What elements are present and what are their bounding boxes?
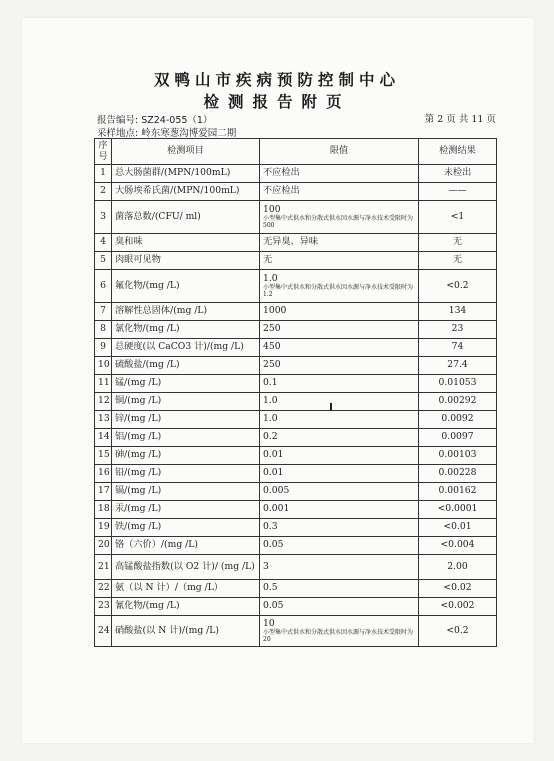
test-result: <0.2 xyxy=(419,616,497,647)
header-result: 检测结果 xyxy=(419,139,497,165)
test-result: 0.00228 xyxy=(419,465,497,483)
row-number: 15 xyxy=(95,447,112,465)
row-number: 17 xyxy=(95,483,112,501)
test-item: 氨（以 N 计）/（mg /L） xyxy=(112,580,260,598)
limit-main: 250 xyxy=(263,323,281,335)
limit-main: 250 xyxy=(263,359,281,371)
test-result: 0.00103 xyxy=(419,447,497,465)
table-row xyxy=(95,252,497,270)
table-row xyxy=(95,165,497,183)
test-item: 高锰酸盐指数(以 O2 计)/ (mg /L) xyxy=(112,555,260,580)
table-row xyxy=(95,598,497,616)
limit-main: 0.005 xyxy=(263,485,290,497)
row-number: 2 xyxy=(95,183,112,201)
test-item: 砷/(mg /L) xyxy=(112,447,260,465)
row-number: 9 xyxy=(95,339,112,357)
table-row xyxy=(95,321,497,339)
test-result: 0.0097 xyxy=(419,429,497,447)
limit-value xyxy=(260,411,419,429)
limit-value xyxy=(260,375,419,393)
limit-main: 0.05 xyxy=(263,539,284,551)
test-result: <0.002 xyxy=(419,598,497,616)
test-result: 134 xyxy=(419,303,497,321)
table-row xyxy=(95,393,497,411)
limit-value xyxy=(260,321,419,339)
test-item: 氯化物/(mg /L) xyxy=(112,321,260,339)
test-result: <0.02 xyxy=(419,580,497,598)
limit-main: 1000 xyxy=(263,305,287,317)
limit-value xyxy=(260,270,419,303)
sampling-site: 采样地点: 岭东寒葱沟博爱园二期 xyxy=(97,128,237,139)
test-result: <0.2 xyxy=(419,270,497,303)
test-item: 硝酸盐(以 N 计)/(mg /L) xyxy=(112,616,260,647)
test-item: 氰化物/(mg /L) xyxy=(112,598,260,616)
test-result: 0.00162 xyxy=(419,483,497,501)
limit-note: 小型集中式供水和分散式供水因水源与净水技术受限时为1.2 xyxy=(263,284,414,299)
limit-value xyxy=(260,616,419,647)
limit-main: 无异臭、异味 xyxy=(263,236,319,248)
test-item: 肉眼可见物 xyxy=(112,252,260,270)
limit-value xyxy=(260,580,419,598)
table-row xyxy=(95,201,497,234)
row-number: 10 xyxy=(95,357,112,375)
test-result: 0.00292 xyxy=(419,393,497,411)
report-title: 检测报告附页 xyxy=(203,93,351,111)
table-row xyxy=(95,234,497,252)
table-row xyxy=(95,537,497,555)
table-row xyxy=(95,429,497,447)
table-row xyxy=(95,270,497,303)
test-result: 27.4 xyxy=(419,357,497,375)
row-number: 4 xyxy=(95,234,112,252)
test-result: <0.004 xyxy=(419,537,497,555)
header-no: 序号 xyxy=(95,139,112,165)
test-item: 铜/(mg /L) xyxy=(112,393,260,411)
table-row xyxy=(95,483,497,501)
limit-main: 0.3 xyxy=(263,521,278,533)
row-number: 23 xyxy=(95,598,112,616)
limit-value xyxy=(260,357,419,375)
test-result: 2.00 xyxy=(419,555,497,580)
table-row xyxy=(95,465,497,483)
limit-main: 0.5 xyxy=(263,582,278,594)
test-result: 0.01053 xyxy=(419,375,497,393)
limit-value xyxy=(260,252,419,270)
table-row xyxy=(95,616,497,647)
row-number: 19 xyxy=(95,519,112,537)
test-result: 0.0092 xyxy=(419,411,497,429)
header-limit: 限值 xyxy=(260,139,419,165)
limit-main: 1.0 xyxy=(263,272,278,284)
limit-note: 小型集中式供水和分散式供水因水源与净水技术受限时为500 xyxy=(263,215,414,230)
report-number: 报告编号: SZ24-055（1） xyxy=(97,115,213,126)
row-number: 20 xyxy=(95,537,112,555)
test-result: <0.01 xyxy=(419,519,497,537)
test-item: 硫酸盐/(mg /L) xyxy=(112,357,260,375)
row-number: 3 xyxy=(95,201,112,234)
limit-value xyxy=(260,598,419,616)
limit-main: 0.05 xyxy=(263,600,284,612)
header-item: 检测项目 xyxy=(112,139,260,165)
limit-main: 无 xyxy=(263,254,273,266)
row-number: 21 xyxy=(95,555,112,580)
table-header-row xyxy=(95,139,497,165)
limit-value xyxy=(260,465,419,483)
row-number: 16 xyxy=(95,465,112,483)
row-number: 6 xyxy=(95,270,112,303)
limit-main: 0.01 xyxy=(263,467,284,479)
test-result: 无 xyxy=(419,234,497,252)
limit-value xyxy=(260,234,419,252)
test-item: 铅/(mg /L) xyxy=(112,465,260,483)
test-result: 74 xyxy=(419,339,497,357)
table-row xyxy=(95,183,497,201)
row-number: 13 xyxy=(95,411,112,429)
table-row xyxy=(95,303,497,321)
limit-value xyxy=(260,537,419,555)
test-item: 氟化物/(mg /L) xyxy=(112,270,260,303)
limit-value xyxy=(260,519,419,537)
limit-main: 1.0 xyxy=(263,395,278,407)
pen-mark xyxy=(330,403,332,410)
table-row xyxy=(95,555,497,580)
limit-value xyxy=(260,483,419,501)
limit-value xyxy=(260,303,419,321)
table-row xyxy=(95,519,497,537)
row-number: 1 xyxy=(95,165,112,183)
table-row xyxy=(95,411,497,429)
test-item: 锌/(mg /L) xyxy=(112,411,260,429)
limit-value xyxy=(260,429,419,447)
page-indicator: 第 2 页 共 11 页 xyxy=(424,114,496,125)
test-item: 总大肠菌群/(MPN/100mL) xyxy=(112,165,260,183)
table-body xyxy=(95,165,497,647)
results-table xyxy=(94,138,497,647)
test-item: 铝/(mg /L) xyxy=(112,429,260,447)
limit-value xyxy=(260,555,419,580)
limit-main: 0.1 xyxy=(263,377,278,389)
limit-main: 不应检出 xyxy=(263,185,300,197)
limit-main: 0.2 xyxy=(263,431,278,443)
test-result: <1 xyxy=(419,201,497,234)
test-result: 未检出 xyxy=(419,165,497,183)
row-number: 7 xyxy=(95,303,112,321)
test-item: 铬（六价）/(mg /L) xyxy=(112,537,260,555)
test-result: 23 xyxy=(419,321,497,339)
test-item: 大肠埃希氏菌/(MPN/100mL) xyxy=(112,183,260,201)
row-number: 12 xyxy=(95,393,112,411)
limit-value xyxy=(260,201,419,234)
limit-main: 1.0 xyxy=(263,413,278,425)
test-item: 菌落总数/(CFU/ ml) xyxy=(112,201,260,234)
row-number: 11 xyxy=(95,375,112,393)
test-result: <0.0001 xyxy=(419,501,497,519)
table-row xyxy=(95,501,497,519)
row-number: 14 xyxy=(95,429,112,447)
row-number: 5 xyxy=(95,252,112,270)
limit-value xyxy=(260,165,419,183)
row-number: 8 xyxy=(95,321,112,339)
limit-main: 10 xyxy=(263,617,275,629)
limit-main: 0.001 xyxy=(263,503,290,515)
limit-value xyxy=(260,447,419,465)
table-row xyxy=(95,357,497,375)
limit-value xyxy=(260,339,419,357)
limit-main: 0.01 xyxy=(263,449,284,461)
row-number: 18 xyxy=(95,501,112,519)
test-result: —— xyxy=(419,183,497,201)
table-row xyxy=(95,375,497,393)
test-item: 锰/(mg /L) xyxy=(112,375,260,393)
table-row xyxy=(95,447,497,465)
test-item: 铁/(mg /L) xyxy=(112,519,260,537)
row-number: 24 xyxy=(95,616,112,647)
limit-main: 100 xyxy=(263,203,281,215)
test-item: 总硬度(以 CaCO3 计)/(mg /L) xyxy=(112,339,260,357)
test-item: 镉/(mg /L) xyxy=(112,483,260,501)
test-item: 臭和味 xyxy=(112,234,260,252)
limit-value xyxy=(260,501,419,519)
test-result: 无 xyxy=(419,252,497,270)
row-number: 22 xyxy=(95,580,112,598)
limit-value xyxy=(260,183,419,201)
limit-value xyxy=(260,393,419,411)
limit-note: 小型集中式供水和分散式供水因水源与净水技术受限时为20 xyxy=(263,629,414,644)
table-row xyxy=(95,339,497,357)
limit-main: 3 xyxy=(263,560,269,572)
test-item: 溶解性总固体/(mg /L) xyxy=(112,303,260,321)
limit-main: 不应检出 xyxy=(263,167,300,179)
test-item: 汞/(mg /L) xyxy=(112,501,260,519)
table-row xyxy=(95,580,497,598)
org-title: 双鸭山市疾病预防控制中心 xyxy=(153,71,400,89)
limit-main: 450 xyxy=(263,341,281,353)
